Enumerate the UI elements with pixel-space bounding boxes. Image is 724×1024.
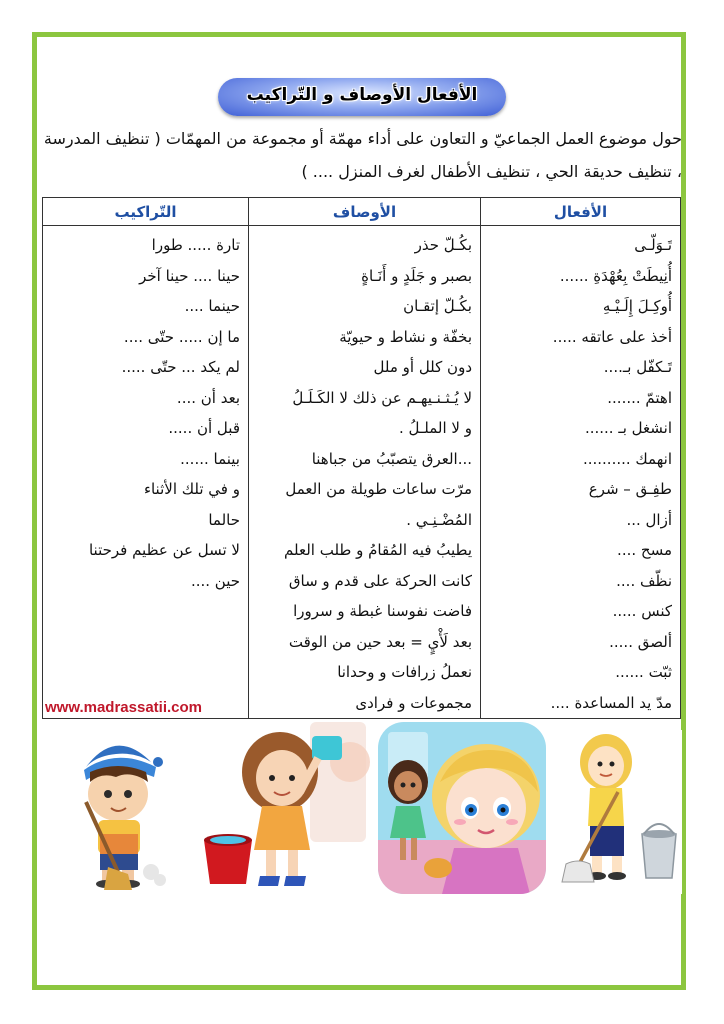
table-cell: مدّ يد المساعدة .... [550,693,672,712]
table-cell: حينما .... [184,297,240,315]
title-banner [218,78,506,116]
table-header-row [43,198,681,226]
table-cell: ...العرق يتصبّبُ من جباهنا [311,449,472,468]
table-cell: تارة ..... طورا [151,236,240,254]
table-cell: انشغل بـ ...... [584,419,672,437]
table-cell: حالما [208,510,240,529]
structures-column [43,226,249,719]
girls-cleaning-app-illustration [378,722,546,894]
table-cell: انهمك .......... [582,449,672,468]
table-cell: مرّت ساعات طويلة من العمل [285,480,472,498]
header-descriptions: الأوصاف [249,198,481,226]
table-cell: بكُـلّ إتقـان [403,297,472,315]
table-cell: و في تلك الأثناء [143,480,240,498]
table-cell: نظّف .... [616,571,672,590]
table-cell: كنس ..... [612,602,672,620]
table-cell: فاضت نفوسنا غبطة و سرورا [293,602,472,620]
table-cell: ألصق ..... [609,632,672,651]
table-cell: بصبر و جَلَدٍ و أَنَـاةٍ [361,266,472,285]
table-cell: أزال ... [626,510,672,529]
table-cell: أُنِيطَتْ بِعُهْدَةِ ...... [559,266,672,285]
table-cell: بعد لَأْيٍ = بعد حين من الوقت [288,632,472,651]
table-cell: لا يُـثـنـيهـم عن ذلك لا الكَـلَـلُ [292,388,472,407]
boy-sweeping-illustration [56,722,186,894]
table-cell: مجموعات و فرادى [355,693,472,712]
table-cell: ما إن ..... حتّى .... [123,327,240,346]
girl-mopping-illustration [560,730,682,894]
table-cell: يطيبُ فيه المُقامُ و طلب العلم [284,541,472,559]
website-watermark: www.madrassatii.com [45,699,203,716]
table-cell: بكُـلّ حذر [414,236,472,254]
table-cell: كانت الحركة على قدم و ساق [288,571,472,590]
table-cell: تَـكفّل بـ.... [603,358,672,376]
table-cell: لم يكد ... حتّى ..... [121,358,240,376]
intro-paragraph: حول موضوع العمل الجماعيّ و التعاون على أداء مهمّة أو مجموعة من المهمّات ( تنظيف المدرسة ، تنظيف حديقة الحي ، تنظيف الأطفال لغرف المنزل .... ) [43,129,682,181]
verbs-column [481,226,681,719]
girl-cleaning-illustration [200,722,370,894]
table-cell: حينا .... حينا آخر [139,266,240,285]
table-cell: حين .... [190,571,240,590]
table-cell: و لا الملـلُ . [398,419,472,437]
table-cell: بخفّة و نشاط و حيويّة [339,327,472,346]
table-cell: لا تسل عن عظيم فرحتنا [88,541,240,559]
header-structures: التّراكيب [43,198,249,226]
table-cell: تَـوَلّـى [634,236,672,254]
vocabulary-table [42,197,681,719]
table-cell: طفِـق – شرع [588,480,672,498]
table-cell: أُوكِـلَ إِلَـيْـهِ [602,297,672,315]
table-cell: نعملُ زرافات و وحدانا [337,663,472,681]
table-cell: بينما ...... [180,449,240,468]
table-cell: بعد أن .... [176,388,240,407]
table-cell: المُضْـنِـي . [406,510,472,529]
table-cell: ثبّت ...... [615,663,672,681]
page-title: الأفعال الأوصاف و التّراكيب [246,85,478,105]
table-cell: اهتمّ ....... [607,388,672,407]
header-verbs: الأفعال [481,198,681,226]
table-cell: مسح .... [617,541,672,559]
table-cell: قبل أن ..... [168,419,240,437]
table-cell: أخذ على عاتقه ..... [552,327,672,346]
descriptions-column [249,226,481,719]
table-cell: دون كلل أو ملل [373,358,472,376]
